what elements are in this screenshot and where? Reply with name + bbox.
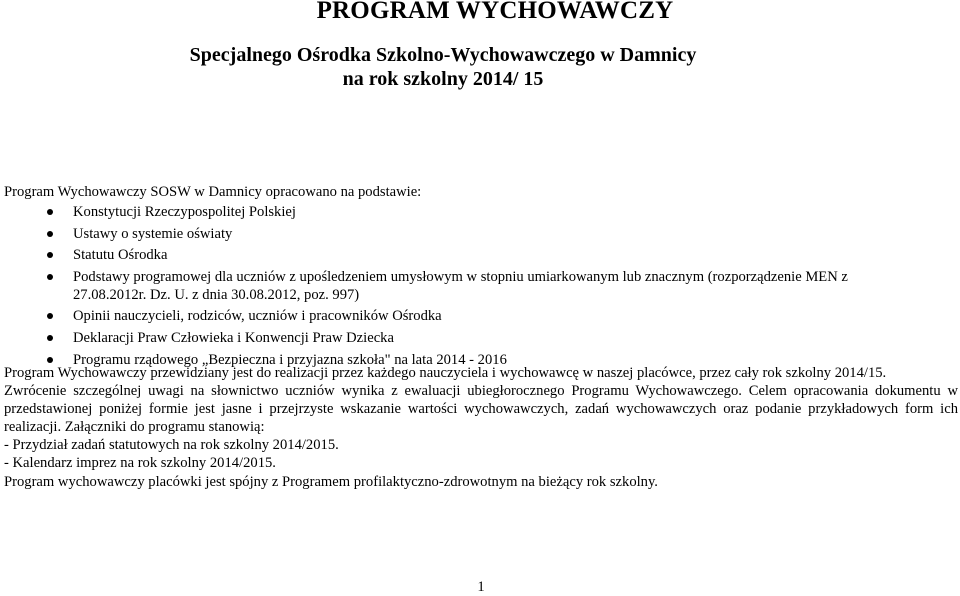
list-item: Opinii nauczycieli, rodziców, uczniów i pracowników Ośrodka xyxy=(0,307,860,325)
list-item: Konstytucji Rzeczypospolitej Polskiej xyxy=(0,203,860,221)
document-title: PROGRAM WYCHOWAWCZY xyxy=(316,0,674,24)
document-subtitle-institution: Specjalnego Ośrodka Szkolno-Wychowawczego w Damnicy xyxy=(189,44,697,66)
list-item: Podstawy programowej dla uczniów z upośledzeniem umysłowym w stopniu umiarkowanym lub znacznym (rozporządzenie MEN z 27.08.2012r. Dz. U. z dnia 30.08.2012, poz. 997) xyxy=(0,268,860,304)
closing-paragraph: Program wychowawczy placówki jest spójny z Programem profilaktyczno-zdrowotnym na bieżący rok szkolny. xyxy=(4,473,658,490)
body-text xyxy=(4,364,958,491)
attachment-item: - Przydział zadań statutowych na rok szkolny 2014/2015. xyxy=(4,437,339,454)
page-number: 1 xyxy=(477,579,485,595)
purpose-paragraph: Zwrócenie szczególnej uwagi na słownictwo uczniów wynika z ewaluacji ubiegłorocznego Programu Wychowawczego. Celem opracowania dokumentu w przedstawionej poniżej formie jest jasne i przejrzyste wskazanie wartości wychowawczych, zadań wychowawczych oraz podanie przykładowych form ich realizacji. Załączniki do programu stanowią: xyxy=(4,383,958,436)
list-item: Deklaracji Praw Człowieka i Konwencji Praw Dziecka xyxy=(0,329,860,347)
intro-paragraph: Program Wychowawczy SOSW w Damnicy opracowano na podstawie: xyxy=(4,184,422,200)
realization-paragraph: Program Wychowawczy przewidziany jest do realizacji przez każdego nauczyciela i wychowawcę w naszej placówce, przez cały rok szkolny 2014/15. xyxy=(4,365,887,381)
list-item: Ustawy o systemie oświaty xyxy=(0,225,860,243)
list-item: Programu rządowego „Bezpieczna i przyjazna szkoła" na lata 2014 - 2016 xyxy=(0,351,860,369)
attachment-item: - Kalendarz imprez na rok szkolny 2014/2015. xyxy=(4,455,276,472)
legal-basis-list xyxy=(0,203,860,372)
document-subtitle-school-year: na rok szkolny 2014/ 15 xyxy=(342,68,544,90)
list-item: Statutu Ośrodka xyxy=(0,246,860,264)
